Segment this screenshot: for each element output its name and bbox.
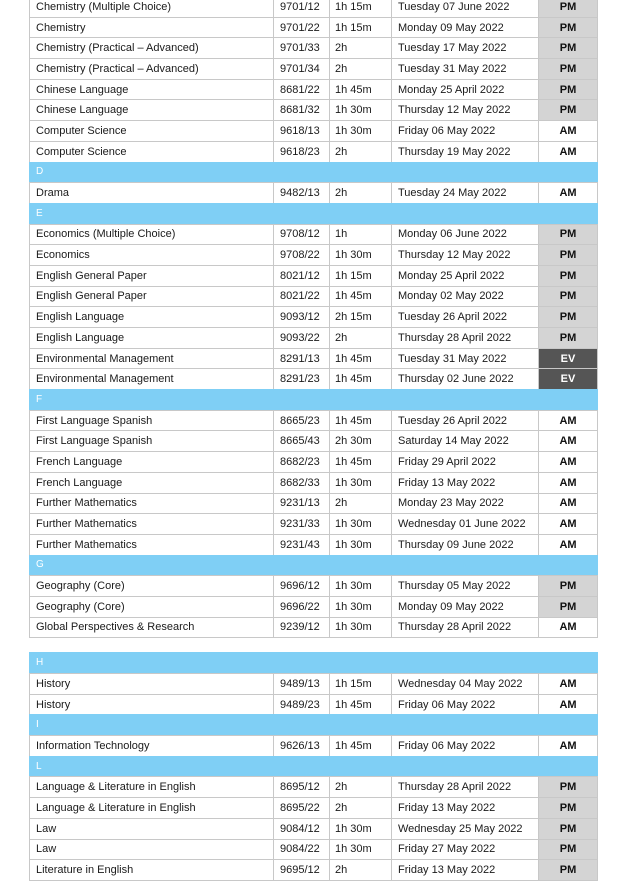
table-row (29, 451, 598, 472)
duration-cell: 2h (329, 38, 391, 58)
code-cell: 8681/32 (273, 100, 329, 120)
duration-cell: 1h 15m (329, 266, 391, 286)
date-cell: Monday 25 April 2022 (391, 266, 538, 286)
table-row (29, 575, 598, 596)
code-cell: 9618/13 (273, 121, 329, 141)
code-cell: 9093/22 (273, 328, 329, 348)
session-badge: PM (538, 798, 598, 818)
subject-cell: English General Paper (29, 287, 273, 307)
table-row (29, 79, 598, 100)
session-badge: PM (538, 777, 598, 797)
code-cell: 9695/12 (273, 860, 329, 880)
subject-cell: Law (29, 840, 273, 860)
duration-cell: 2h (329, 328, 391, 348)
code-cell: 9626/13 (273, 736, 329, 756)
table-row (29, 120, 598, 141)
session-badge: AM (538, 473, 598, 493)
date-cell: Thursday 09 June 2022 (391, 535, 538, 555)
code-cell: 9239/12 (273, 618, 329, 638)
duration-cell: 1h 30m (329, 819, 391, 839)
subject-cell: Global Perspectives & Research (29, 618, 273, 638)
subject-cell: Environmental Management (29, 369, 273, 389)
session-badge: PM (538, 266, 598, 286)
subject-cell: Environmental Management (29, 349, 273, 369)
code-cell: 9489/13 (273, 674, 329, 694)
code-cell: 8291/13 (273, 349, 329, 369)
date-cell: Thursday 12 May 2022 (391, 100, 538, 120)
subject-cell: Geography (Core) (29, 576, 273, 596)
subject-cell: Chinese Language (29, 80, 273, 100)
duration-cell: 2h (329, 183, 391, 203)
subject-cell: Chemistry (Practical – Advanced) (29, 59, 273, 79)
duration-cell: 1h (329, 225, 391, 245)
duration-cell: 1h 30m (329, 121, 391, 141)
duration-cell: 1h 15m (329, 0, 391, 17)
session-badge: AM (538, 514, 598, 534)
code-cell: 8665/43 (273, 431, 329, 451)
subject-cell: Language & Literature in English (29, 777, 273, 797)
duration-cell: 1h 30m (329, 100, 391, 120)
session-badge: AM (538, 736, 598, 756)
date-cell: Tuesday 17 May 2022 (391, 38, 538, 58)
duration-cell: 2h (329, 142, 391, 162)
subject-cell: Computer Science (29, 121, 273, 141)
session-badge: PM (538, 18, 598, 38)
code-cell: 9618/23 (273, 142, 329, 162)
code-cell: 9696/22 (273, 597, 329, 617)
duration-cell: 1h 45m (329, 287, 391, 307)
table-row (29, 472, 598, 493)
letter-band-g: G (29, 555, 598, 576)
table-row (29, 99, 598, 120)
session-badge: PM (538, 80, 598, 100)
letter-band-e: E (29, 203, 598, 224)
session-badge: PM (538, 38, 598, 58)
session-badge: PM (538, 0, 598, 17)
table-row (29, 182, 598, 203)
table-row (29, 224, 598, 245)
date-cell: Thursday 02 June 2022 (391, 369, 538, 389)
duration-cell: 1h 30m (329, 245, 391, 265)
duration-cell: 2h 30m (329, 431, 391, 451)
subject-cell: English General Paper (29, 266, 273, 286)
letter-band-l: L (29, 756, 598, 777)
subject-cell: English Language (29, 328, 273, 348)
duration-cell: 1h 30m (329, 514, 391, 534)
subject-cell: First Language Spanish (29, 431, 273, 451)
code-cell: 8021/22 (273, 287, 329, 307)
code-cell: 8291/23 (273, 369, 329, 389)
duration-cell: 1h 30m (329, 840, 391, 860)
code-cell: 9701/33 (273, 38, 329, 58)
session-badge: EV (538, 369, 598, 389)
session-badge: AM (538, 121, 598, 141)
subject-cell: Chemistry (Practical – Advanced) (29, 38, 273, 58)
subject-cell: First Language Spanish (29, 411, 273, 431)
subject-cell: Chinese Language (29, 100, 273, 120)
subject-cell: Further Mathematics (29, 535, 273, 555)
table-row (29, 617, 598, 638)
date-cell: Friday 29 April 2022 (391, 452, 538, 472)
table-row (29, 37, 598, 58)
duration-cell: 1h 45m (329, 736, 391, 756)
duration-cell: 2h (329, 798, 391, 818)
letter-band-h: H (29, 652, 598, 673)
date-cell: Thursday 28 April 2022 (391, 328, 538, 348)
code-cell: 9231/33 (273, 514, 329, 534)
date-cell: Friday 27 May 2022 (391, 840, 538, 860)
duration-cell: 1h 45m (329, 80, 391, 100)
letter-band-d: D (29, 162, 598, 183)
duration-cell: 2h (329, 59, 391, 79)
duration-cell: 1h 30m (329, 473, 391, 493)
duration-cell: 1h 45m (329, 349, 391, 369)
subject-cell: French Language (29, 452, 273, 472)
duration-cell: 2h 15m (329, 307, 391, 327)
letter-band-f: F (29, 389, 598, 410)
letter-band-i: I (29, 714, 598, 735)
subject-cell: Information Technology (29, 736, 273, 756)
duration-cell: 1h 45m (329, 695, 391, 715)
code-cell: 9701/34 (273, 59, 329, 79)
subject-cell: Further Mathematics (29, 514, 273, 534)
code-cell: 8695/12 (273, 777, 329, 797)
date-cell: Friday 13 May 2022 (391, 473, 538, 493)
table-row (29, 859, 598, 880)
table-row (29, 673, 598, 694)
date-cell: Tuesday 07 June 2022 (391, 0, 538, 17)
subject-cell: Chemistry (Multiple Choice) (29, 0, 273, 17)
code-cell: 8665/23 (273, 411, 329, 431)
date-cell: Friday 06 May 2022 (391, 695, 538, 715)
date-cell: Friday 13 May 2022 (391, 798, 538, 818)
table-row (29, 327, 598, 348)
date-cell: Friday 13 May 2022 (391, 860, 538, 880)
session-badge: AM (538, 535, 598, 555)
code-cell: 8682/23 (273, 452, 329, 472)
subject-cell: Geography (Core) (29, 597, 273, 617)
subject-cell: Further Mathematics (29, 494, 273, 514)
date-cell: Thursday 28 April 2022 (391, 777, 538, 797)
session-badge: AM (538, 142, 598, 162)
date-cell: Tuesday 31 May 2022 (391, 349, 538, 369)
table-row (29, 735, 598, 756)
table-row (29, 694, 598, 715)
duration-cell: 1h 30m (329, 618, 391, 638)
session-badge: AM (538, 431, 598, 451)
session-badge: PM (538, 576, 598, 596)
code-cell: 9084/12 (273, 819, 329, 839)
table-row (29, 839, 598, 860)
date-cell: Monday 25 April 2022 (391, 80, 538, 100)
subject-cell: Law (29, 819, 273, 839)
duration-cell: 1h 15m (329, 674, 391, 694)
table-row (29, 430, 598, 451)
date-cell: Saturday 14 May 2022 (391, 431, 538, 451)
session-badge: PM (538, 307, 598, 327)
date-cell: Tuesday 31 May 2022 (391, 59, 538, 79)
table-row (29, 534, 598, 555)
duration-cell: 2h (329, 777, 391, 797)
table-row (29, 265, 598, 286)
session-badge: EV (538, 349, 598, 369)
duration-cell: 2h (329, 494, 391, 514)
table-row (29, 58, 598, 79)
code-cell: 8695/22 (273, 798, 329, 818)
table-row (29, 818, 598, 839)
date-cell: Tuesday 26 April 2022 (391, 411, 538, 431)
date-cell: Tuesday 26 April 2022 (391, 307, 538, 327)
session-badge: PM (538, 287, 598, 307)
code-cell: 8021/12 (273, 266, 329, 286)
subject-cell: English Language (29, 307, 273, 327)
duration-cell: 1h 15m (329, 18, 391, 38)
date-cell: Wednesday 04 May 2022 (391, 674, 538, 694)
table-row (29, 776, 598, 797)
table-row (29, 797, 598, 818)
date-cell: Wednesday 25 May 2022 (391, 819, 538, 839)
date-cell: Monday 09 May 2022 (391, 18, 538, 38)
table-row (29, 286, 598, 307)
subject-cell: Language & Literature in English (29, 798, 273, 818)
code-cell: 8681/22 (273, 80, 329, 100)
duration-cell: 1h 45m (329, 411, 391, 431)
date-cell: Monday 06 June 2022 (391, 225, 538, 245)
session-badge: PM (538, 840, 598, 860)
table-row (29, 306, 598, 327)
duration-cell: 1h 30m (329, 535, 391, 555)
session-badge: PM (538, 245, 598, 265)
session-badge: AM (538, 183, 598, 203)
table-row (29, 348, 598, 369)
session-badge: AM (538, 452, 598, 472)
table-row (29, 0, 598, 17)
session-badge: AM (538, 494, 598, 514)
subject-cell: Computer Science (29, 142, 273, 162)
session-badge: AM (538, 618, 598, 638)
code-cell: 9231/43 (273, 535, 329, 555)
table-row (29, 410, 598, 431)
duration-cell: 2h (329, 860, 391, 880)
code-cell: 9489/23 (273, 695, 329, 715)
subject-cell: Drama (29, 183, 273, 203)
code-cell: 9084/22 (273, 840, 329, 860)
session-badge: PM (538, 819, 598, 839)
session-badge: AM (538, 674, 598, 694)
table-row (29, 17, 598, 38)
subject-cell: Chemistry (29, 18, 273, 38)
code-cell: 8682/33 (273, 473, 329, 493)
date-cell: Monday 02 May 2022 (391, 287, 538, 307)
date-cell: Thursday 05 May 2022 (391, 576, 538, 596)
date-cell: Friday 06 May 2022 (391, 736, 538, 756)
date-cell: Wednesday 01 June 2022 (391, 514, 538, 534)
subject-cell: History (29, 695, 273, 715)
section-gap (29, 637, 598, 652)
session-badge: PM (538, 100, 598, 120)
session-badge: AM (538, 695, 598, 715)
subject-cell: Literature in English (29, 860, 273, 880)
subject-cell: Economics (29, 245, 273, 265)
code-cell: 9231/13 (273, 494, 329, 514)
code-cell: 9696/12 (273, 576, 329, 596)
session-badge: PM (538, 59, 598, 79)
code-cell: 9708/12 (273, 225, 329, 245)
subject-cell: Economics (Multiple Choice) (29, 225, 273, 245)
session-badge: PM (538, 860, 598, 880)
table-row (29, 368, 598, 389)
date-cell: Thursday 19 May 2022 (391, 142, 538, 162)
code-cell: 9708/22 (273, 245, 329, 265)
code-cell: 9482/13 (273, 183, 329, 203)
date-cell: Tuesday 24 May 2022 (391, 183, 538, 203)
duration-cell: 1h 30m (329, 597, 391, 617)
session-badge: AM (538, 411, 598, 431)
table-row (29, 513, 598, 534)
exam-timetable (29, 0, 598, 881)
code-cell: 9701/12 (273, 0, 329, 17)
session-badge: PM (538, 225, 598, 245)
date-cell: Thursday 28 April 2022 (391, 618, 538, 638)
subject-cell: History (29, 674, 273, 694)
duration-cell: 1h 45m (329, 369, 391, 389)
table-row (29, 141, 598, 162)
table-row (29, 244, 598, 265)
session-badge: PM (538, 597, 598, 617)
session-badge: PM (538, 328, 598, 348)
date-cell: Monday 23 May 2022 (391, 494, 538, 514)
date-cell: Thursday 12 May 2022 (391, 245, 538, 265)
duration-cell: 1h 30m (329, 576, 391, 596)
date-cell: Monday 09 May 2022 (391, 597, 538, 617)
code-cell: 9701/22 (273, 18, 329, 38)
table-row (29, 493, 598, 514)
code-cell: 9093/12 (273, 307, 329, 327)
date-cell: Friday 06 May 2022 (391, 121, 538, 141)
subject-cell: French Language (29, 473, 273, 493)
duration-cell: 1h 45m (329, 452, 391, 472)
table-row (29, 596, 598, 617)
